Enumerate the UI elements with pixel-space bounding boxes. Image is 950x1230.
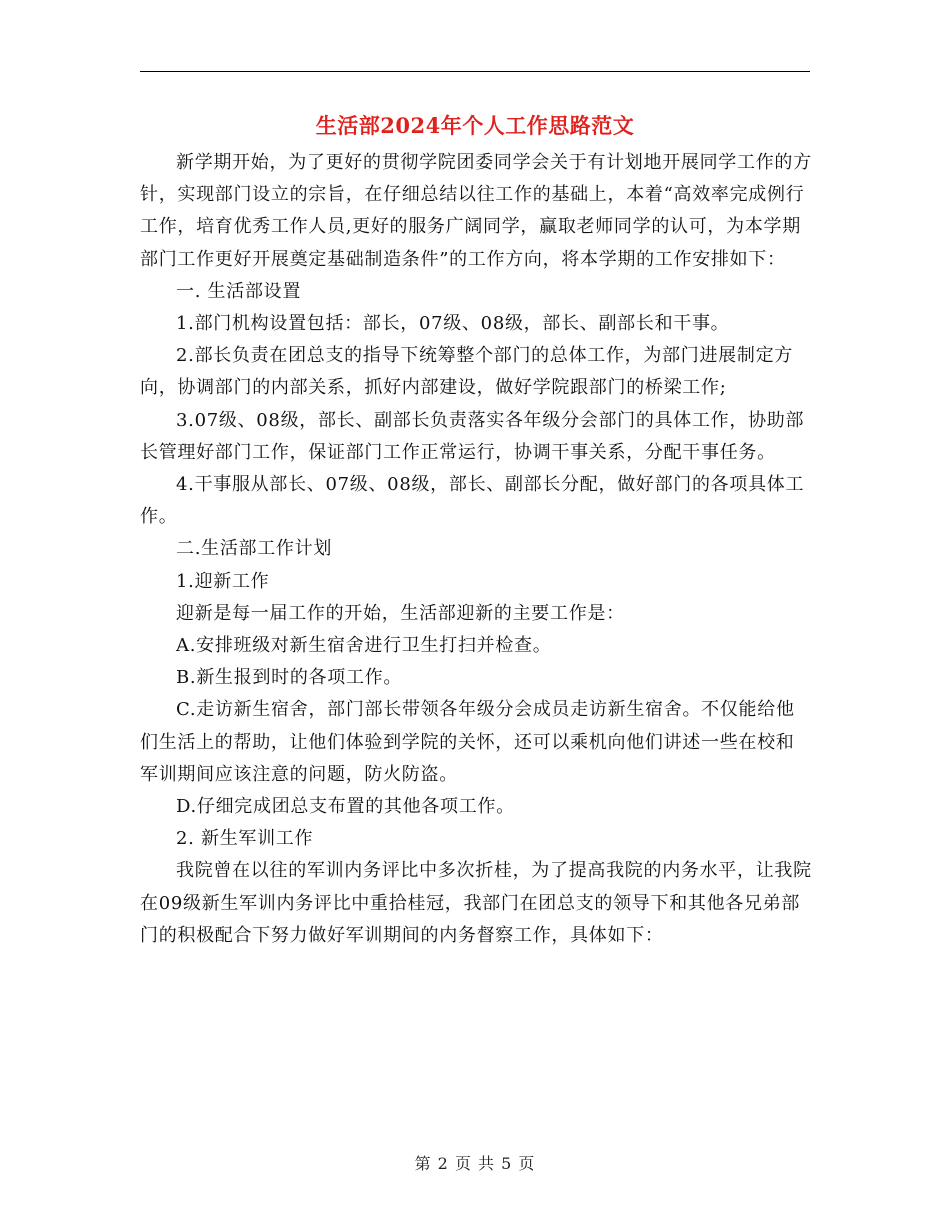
document-body [140, 147, 812, 952]
paragraph-item: D.仔细完成团总支布置的其他各项工作。 [176, 796, 515, 818]
paragraph-item: 1.部门机构设置包括：部长，07级、08级，部长、副部长和干事。 [176, 313, 730, 335]
paragraph-item: 我院曾在以往的军训内务评比中多次折桂，为了提高我院的内务水平，让我院在09级新生军训内务评比中重拾桂冠，我部门在团总支的领导下和其他各兄弟部门的积极配合下努力做好军训期间的内务督察工作，具体如下： [140, 860, 812, 946]
page-footer [0, 1152, 950, 1176]
paragraph-item: 迎新是每一届工作的开始，生活部迎新的主要工作是： [176, 602, 625, 624]
paragraph-item: A.安排班级对新生宿舍进行卫生打扫并检查。 [176, 635, 552, 657]
paragraph-item: 4.干事服从部长、07级、08级，部长、副部长分配，做好部门的各项具体工作。 [140, 474, 805, 528]
document-title: 生活部2024年个人工作思路范文 [315, 113, 635, 138]
section-heading-2: 二.生活部工作计划 [176, 538, 333, 560]
paragraph-item: 2.部长负责在团总支的指导下统筹整个部门的总体工作，为部门进展制定方向，协调部门的内部关系，抓好内部建设，做好学院跟部门的桥梁工作; [140, 345, 793, 399]
subsection-heading: 2. 新生军训工作 [176, 828, 314, 850]
paragraph-item: 3.07级、08级，部长、副部长负责落实各年级分会部门的具体工作，协助部长管理好部门工作，保证部门工作正常运行，协调干事关系，分配干事任务。 [140, 409, 805, 463]
paragraph-item: C.走访新生宿舍，部门部长带领各年级分会成员走访新生宿舍。不仅能给他们生活上的帮助，让他们体验到学院的关怀，还可以乘机向他们讲述一些在校和军训期间应该注意的问题，防火防盗。 [140, 699, 795, 785]
header-rule [140, 71, 810, 72]
paragraph-intro: 新学期开始，为了更好的贯彻学院团委同学会关于有计划地开展同学工作的方针，实现部门设立的宗旨，在仔细总结以往工作的基础上，本着“高效率完成例行工作，培育优秀工作人员,更好的服务广阔同学，赢取老师同学的认可，为本学期部门工作更好开展奠定基础制造条件”的工作方向，将本学期的工作安排如下： [140, 152, 812, 270]
subsection-heading: 1.迎新工作 [176, 570, 270, 592]
paragraph-item: B.新生报到时的各项工作。 [176, 667, 403, 689]
page-number: 第 2 页 共 5 页 [414, 1154, 536, 1173]
section-heading-1: 一. 生活部设置 [176, 280, 302, 302]
